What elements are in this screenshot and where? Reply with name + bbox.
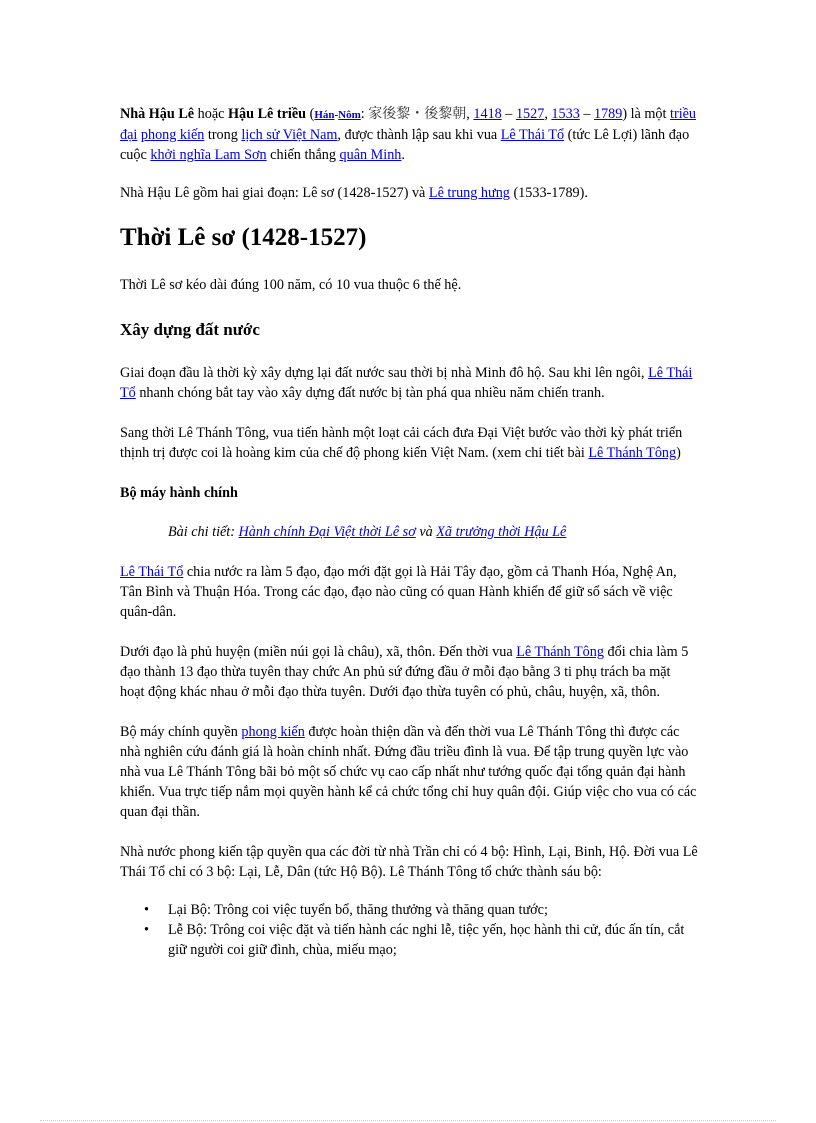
list-item: • Lễ Bộ: Trông coi việc đặt và tiến hành các nghi lễ, tiệc yến, học hành thi cử, đúc ấn tín, cắt giữ người coi giữ đình, chùa, miếu mạo;: [144, 922, 685, 958]
phong-kien-link[interactable]: phong kiến: [140, 127, 205, 143]
bullet-icon: •: [144, 902, 149, 918]
xa-truong-link[interactable]: Xã trưởng thời Hậu Lê: [436, 524, 567, 540]
see-also-note: Bài chi tiết: Hành chính Đại Việt thời Lê sơ và Xã trưởng thời Hậu Lê: [168, 524, 567, 540]
year-1533-link[interactable]: 1533: [551, 106, 580, 122]
quan-minh-link[interactable]: quân Minh: [339, 147, 402, 163]
page-bottom-divider: [40, 1120, 776, 1121]
trieu-dai-link[interactable]: triều đại: [120, 106, 697, 143]
chia-nuoc-paragraph: Lê Thái Tổ chia nước ra làm 5 đạo, đạo mới đặt gọi là Hải Tây đạo, gồm cả Thanh Hóa, Nghệ An, Tân Bình và Thuận Hóa. Trong các đạo, đạo nào cũng có quan Hành khiển để giữ sổ sách về việc quân-dân.: [120, 564, 677, 620]
bo-may-paragraph: Bộ máy chính quyền phong kiến được hoàn thiện dần và đến thời vua Lê Thánh Tông thì được các nhà nghiên cứu đánh giá là hoàn chỉnh nhất. Đứng đầu triều đình là vua. Để tập trung quyền lực vào nhà vua Lê Thánh Tông bãi bỏ một số chức vụ cao cấp nhất như tướng quốc đại tổng quản đại hành khiển. Vua trực tiếp nắm mọi quyền hành kể cả chức tổng chỉ huy quân đội. Giúp việc cho vua có các quan đại thần.: [120, 724, 697, 820]
le-thai-to-link-2[interactable]: Lê Thái Tổ: [120, 365, 693, 401]
duoi-dao-paragraph: Dưới đạo là phủ huyện (miền núi gọi là châu), xã, thôn. Đến thời vua Lê Thánh Tông đổi chia làm 5 đạo thành 13 đạo thừa tuyên thay chức An phủ sứ đứng đầu ở mỗi đạo bằng 3 ti phụ trách ba mặt hoạt động khác nhau ở mỗi đạo thừa tuyên. Dưới đạo thừa tuyên có phủ, châu, huyện, xã, thôn.: [120, 644, 689, 700]
dynasty-alt-name: Hậu Lê triều: [228, 106, 307, 122]
nha-nuoc-paragraph: Nhà nước phong kiến tập quyền qua các đời từ nhà Trần chỉ có 4 bộ: Hình, Lại, Binh, Hộ. Đời vua Lê Thái Tổ chỉ có 3 bộ: Lại, Lễ, Dân (tức Hộ Bộ). Lê Thánh Tông tổ chức thành sáu bộ:: [120, 844, 698, 880]
giai-doan-paragraph: Giai đoạn đầu là thời kỳ xây dựng lại đất nước sau thời bị nhà Minh đô hộ. Sau khi lên ngôi, Lê Thái Tổ nhanh chóng bắt tay vào xây dựng đất nước bị tàn phá qua nhiều năm chiến tranh.: [120, 365, 693, 401]
lich-su-viet-nam-link[interactable]: lịch sử Việt Nam: [241, 127, 338, 143]
article-body: [120, 96, 698, 960]
section-heading-le-so: Thời Lê sơ (1428-1527): [120, 224, 367, 251]
dynasty-name: Nhà Hậu Lê: [120, 106, 195, 122]
periods-paragraph: Nhà Hậu Lê gồm hai giai đoạn: Lê sơ (1428-1527) và Lê trung hưng (1533-1789).: [120, 185, 588, 201]
intro-paragraph: Nhà Hậu Lê hoặc Hậu Lê triều (Hán-Nôm: 家後黎・後黎朝, 1418 – 1527, 1533 – 1789) là một triều đại phong kiến trong lịch sử Việt Nam, được thành lập sau khi vua Lê Thái Tổ (tức Lê Lợi) lãnh đạo cuộc khởi nghĩa Lam Sơn chiến thắng quân Minh.: [120, 106, 697, 163]
subsection-heading-xay-dung: Xây dựng đất nước: [120, 320, 260, 339]
year-1527-link[interactable]: 1527: [515, 106, 545, 122]
year-1418-link[interactable]: 1418: [473, 106, 502, 122]
le-thai-to-link-3[interactable]: Lê Thái Tổ: [120, 564, 184, 580]
khoi-nghia-lam-son-link[interactable]: khởi nghĩa Lam Sơn: [150, 147, 267, 163]
phong-kien-link-2[interactable]: phong kiến: [241, 724, 305, 740]
le-thanh-tong-link[interactable]: Lê Thánh Tông: [588, 445, 677, 461]
le-thai-to-link[interactable]: Lê Thái Tổ: [500, 127, 565, 143]
year-1789-link[interactable]: 1789: [593, 106, 623, 122]
nom-link[interactable]: Nôm: [338, 109, 361, 121]
sang-thoi-paragraph: Sang thời Lê Thánh Tông, vua tiến hành một loạt cải cách đưa Đại Việt bước vào thời kỳ phát triển thịnh trị được coi là hoàng kim của chế độ phong kiến Việt Nam. (xem chi tiết bài Lê Thánh Tông): [120, 425, 683, 461]
le-thanh-tong-link-2[interactable]: Lê Thánh Tông: [516, 644, 604, 660]
hanh-chinh-link[interactable]: Hành chính Đại Việt thời Lê sơ: [238, 524, 416, 540]
subsection-heading-bo-may: Bộ máy hành chính: [120, 485, 238, 501]
bullet-icon: •: [144, 922, 149, 938]
list-item: • Lại Bộ: Trông coi việc tuyển bổ, thăng thưởng và thăng quan tước;: [144, 902, 548, 918]
han-link[interactable]: Hán: [314, 109, 335, 121]
le-trung-hung-link[interactable]: Lê trung hưng: [428, 185, 510, 201]
chinese-characters: 家後黎・後黎朝: [368, 106, 467, 122]
ministries-list: [120, 900, 698, 960]
le-so-paragraph: Thời Lê sơ kéo dài đúng 100 năm, có 10 vua thuộc 6 thế hệ.: [120, 277, 462, 293]
